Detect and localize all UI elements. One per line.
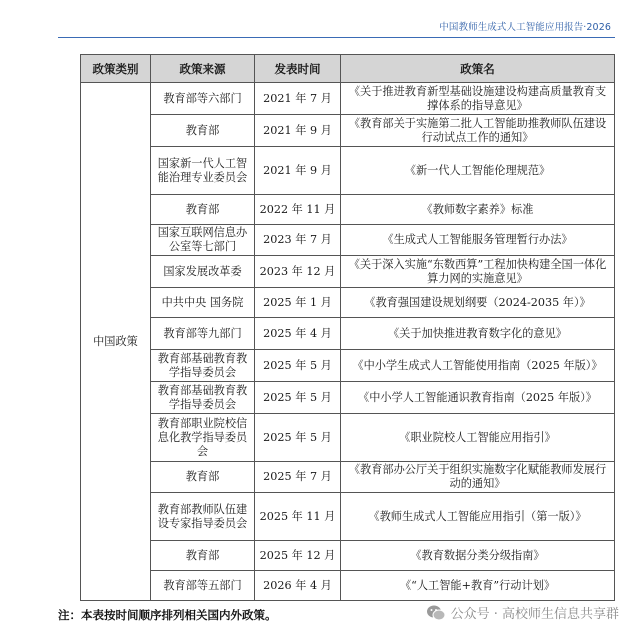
policy-name-cell: 《教育数据分类分级指南》 (341, 541, 615, 571)
policy-name-cell: 《教育部办公厅关于组织实施数字化赋能教师发展行动的通知》 (341, 462, 615, 493)
source-cell: 教育部 (151, 195, 255, 225)
table-row (81, 83, 615, 115)
table-note: 注：本表按时间顺序排列相关国内外政策。 (58, 608, 277, 622)
policy-name-cell: 《关于推进教育新型基础设施建设构建高质量教育支撑体系的指导意见》 (341, 83, 615, 115)
table-row (81, 318, 615, 350)
watermark-text: 公众号 · 高校师生信息共享群 (450, 607, 619, 622)
table-row (81, 493, 615, 541)
date-cell: 2025 年 5 月 (255, 382, 341, 414)
date-cell: 2025 年 5 月 (255, 414, 341, 462)
date-cell: 2021 年 9 月 (255, 147, 341, 195)
table-row (81, 571, 615, 601)
table-header-row (81, 55, 615, 83)
policy-table (80, 54, 615, 601)
policy-name-cell: 《新一代人工智能伦理规范》 (341, 147, 615, 195)
policy-name-cell: 《关于加快推进教育数字化的意见》 (341, 318, 615, 350)
report-header-title: 中国教师生成式人工智能应用报告·2026 (439, 22, 611, 33)
source-cell: 教育部基础教育教学指导委员会 (151, 350, 255, 382)
date-cell: 2025 年 12 月 (255, 541, 341, 571)
table-row (81, 225, 615, 256)
wechat-icon (426, 604, 446, 622)
date-cell: 2025 年 7 月 (255, 462, 341, 493)
table-row (81, 382, 615, 414)
column-header-source: 政策来源 (151, 55, 255, 83)
date-cell: 2023 年 7 月 (255, 225, 341, 256)
source-cell: 教育部等六部门 (151, 83, 255, 115)
source-cell: 教育部等九部门 (151, 318, 255, 350)
policy-name-cell: 《职业院校人工智能应用指引》 (341, 414, 615, 462)
policy-name-cell: 《中小学人工智能通识教育指南（2025 年版）》 (341, 382, 615, 414)
date-cell: 2025 年 1 月 (255, 288, 341, 318)
source-cell: 国家互联网信息办公室等七部门 (151, 225, 255, 256)
source-cell: 教育部等五部门 (151, 571, 255, 601)
table-row (81, 414, 615, 462)
date-cell: 2025 年 11 月 (255, 493, 341, 541)
date-cell: 2023 年 12 月 (255, 256, 341, 288)
table-row (81, 288, 615, 318)
watermark (426, 603, 619, 622)
policy-name-cell: 《教师生成式人工智能应用指引（第一版）》 (341, 493, 615, 541)
column-header-policy-name: 政策名 (341, 55, 615, 83)
table-row (81, 541, 615, 571)
source-cell: 国家发展改革委 (151, 256, 255, 288)
source-cell: 教育部 (151, 462, 255, 493)
source-cell: 国家新一代人工智能治理专业委员会 (151, 147, 255, 195)
date-cell: 2021 年 7 月 (255, 83, 341, 115)
date-cell: 2021 年 9 月 (255, 115, 341, 147)
table-row (81, 195, 615, 225)
source-cell: 教育部职业院校信息化教学指导委员会 (151, 414, 255, 462)
policy-name-cell: 《中小学生成式人工智能使用指南（2025 年版）》 (341, 350, 615, 382)
table-row (81, 350, 615, 382)
policy-name-cell: 《教育部关于实施第二批人工智能助推教师队伍建设行动试点工作的通知》 (341, 115, 615, 147)
column-header-category: 政策类别 (81, 55, 151, 83)
policy-name-cell: 《教师数字素养》标准 (341, 195, 615, 225)
policy-name-cell: 《“人工智能+教育”行动计划》 (341, 571, 615, 601)
date-cell: 2025 年 4 月 (255, 318, 341, 350)
policy-name-cell: 《教育强国建设规划纲要（2024-2035 年）》 (341, 288, 615, 318)
date-cell: 2026 年 4 月 (255, 571, 341, 601)
source-cell: 教育部教师队伍建设专家指导委员会 (151, 493, 255, 541)
table-row (81, 462, 615, 493)
source-cell: 中共中央 国务院 (151, 288, 255, 318)
policy-name-cell: 《生成式人工智能服务管理暂行办法》 (341, 225, 615, 256)
header-divider (58, 37, 615, 38)
date-cell: 2022 年 11 月 (255, 195, 341, 225)
table-row (81, 256, 615, 288)
date-cell: 2025 年 5 月 (255, 350, 341, 382)
category-cell: 中国政策 (81, 83, 151, 601)
source-cell: 教育部基础教育教学指导委员会 (151, 382, 255, 414)
table-row (81, 147, 615, 195)
source-cell: 教育部 (151, 115, 255, 147)
column-header-date: 发表时间 (255, 55, 341, 83)
source-cell: 教育部 (151, 541, 255, 571)
table-row (81, 115, 615, 147)
policy-name-cell: 《关于深入实施“东数西算”工程加快构建全国一体化算力网的实施意见》 (341, 256, 615, 288)
